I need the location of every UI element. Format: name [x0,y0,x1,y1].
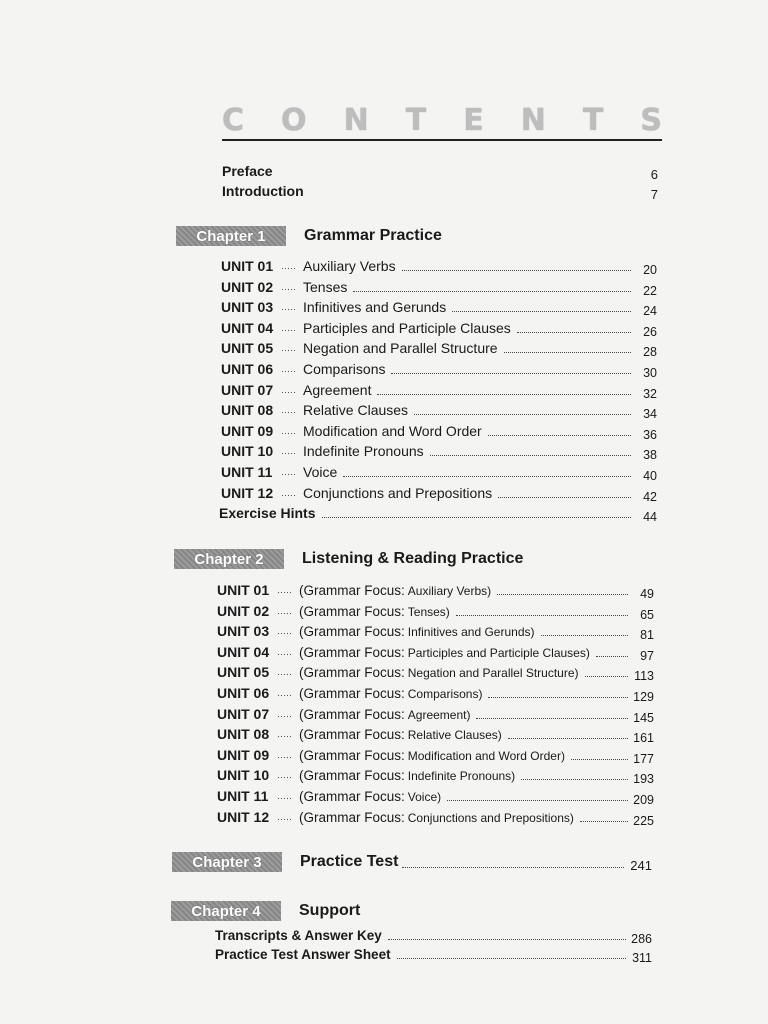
heading-letter: S [640,102,662,138]
dot-leader [447,792,628,801]
unit-number: UNIT 03 [217,623,270,640]
toc-entry[interactable] [217,664,654,685]
grammar-focus-prefix: (Grammar Focus: [299,768,405,784]
unit-topic: Relative Clauses) [407,728,502,743]
dot-leader [402,262,631,271]
dot-leader [585,668,628,677]
dot-leader-short: ····· [281,283,296,294]
entry-label: Preface [222,163,273,179]
entry-label: Exercise Hints [219,505,316,522]
unit-page: 129 [633,689,654,704]
dot-leader-short: ····· [281,448,296,459]
entry-label: Transcripts & Answer Key [215,928,382,943]
unit-number: UNIT 06 [217,684,270,701]
unit-number: UNIT 02 [221,278,274,295]
dot-leader-short: ····· [277,731,292,742]
dot-leader [504,344,631,353]
chapter-title: Practice Test [300,853,399,870]
toc-entry[interactable] [221,382,657,403]
unit-number: UNIT 10 [217,767,270,784]
grammar-focus-prefix: (Grammar Focus: [299,706,405,722]
heading-letter: T [582,102,604,138]
unit-title: Relative Clauses [303,402,409,419]
dot-leader-short: ····· [281,263,296,273]
chapter-2-unit-list [217,582,654,829]
chapter-badge: Chapter 2 [174,549,284,569]
dot-leader-short: ····· [281,427,296,438]
heading-letter: E [463,102,484,138]
toc-entry[interactable] [217,788,654,809]
dot-leader-short: ····· [281,386,296,397]
unit-page: 40 [643,468,657,483]
chapter-1-unit-list [221,258,657,526]
dot-leader [476,710,628,719]
dot-leader-short: ····· [277,648,292,659]
dot-leader [541,627,629,636]
unit-page: 20 [643,263,657,277]
toc-entry[interactable] [217,809,654,830]
unit-topic: Indefinite Pronouns) [407,769,516,784]
unit-page: 42 [643,489,657,504]
unit-number: UNIT 10 [221,443,274,460]
unit-title: Negation and Parallel Structure [303,340,498,357]
unit-number: UNIT 05 [221,340,274,357]
toc-entry[interactable] [221,464,657,485]
toc-entry[interactable] [217,767,654,788]
dot-leader-short: ····· [277,710,292,721]
unit-page: 24 [643,304,657,319]
unit-page: 32 [643,386,657,401]
unit-topic: Negation and Parallel Structure) [407,666,579,681]
unit-page: 34 [643,407,657,422]
unit-page: 28 [643,345,657,360]
dot-leader-short: ····· [281,468,296,479]
unit-number: UNIT 01 [221,258,274,274]
grammar-focus-prefix: (Grammar Focus: [299,788,405,804]
entry-page: 6 [650,166,658,182]
entry-page: 44 [643,510,657,525]
unit-page: 22 [643,283,657,298]
unit-topic: Auxiliary Verbs) [407,584,492,598]
dot-leader [498,489,631,498]
chapter-title: Listening & Reading Practice [302,550,524,567]
grammar-focus-prefix: (Grammar Focus: [299,624,405,640]
toc-entry[interactable] [221,402,657,423]
toc-entry[interactable] [221,443,657,464]
heading-letter: N [343,102,369,138]
grammar-focus-prefix: (Grammar Focus: [299,665,405,681]
dot-leader-short: ····· [281,489,296,500]
unit-page: 161 [633,731,654,746]
chapter-4-list [215,928,652,966]
unit-page: 193 [633,772,654,787]
dot-leader-short: ····· [277,669,292,680]
unit-page: 26 [643,324,657,339]
toc-entry[interactable] [221,423,657,444]
unit-title: Modification and Word Order [303,422,482,439]
chapter-page: 241 [630,857,652,873]
unit-number: UNIT 05 [217,664,270,681]
dot-leader [517,324,631,333]
grammar-focus-prefix: (Grammar Focus: [299,603,405,619]
unit-title: Infinitives and Gerunds [303,299,447,316]
unit-number: UNIT 04 [217,643,270,660]
unit-page: 65 [640,607,654,622]
toc-entry[interactable] [221,485,657,506]
unit-number: UNIT 09 [217,746,270,763]
dot-leader [397,950,626,959]
toc-entry[interactable] [217,644,654,665]
dot-leader [452,303,631,312]
toc-entry[interactable] [217,685,654,706]
unit-page: 49 [640,587,654,601]
chapter-badge: Chapter 1 [176,226,286,246]
unit-page: 225 [633,813,654,828]
dot-leader-short: ····· [277,792,292,803]
dot-leader-short: ····· [277,751,292,762]
entry-page: 7 [650,186,658,202]
toc-entry[interactable] [221,340,657,361]
unit-number: UNIT 03 [221,299,274,316]
unit-topic: Infinitives and Gerunds) [407,625,535,640]
dot-leader [497,586,628,595]
dot-leader [377,386,631,395]
dot-leader [391,365,631,374]
unit-page: 113 [634,669,654,684]
toc-entry[interactable] [217,582,654,603]
grammar-focus-prefix: (Grammar Focus: [299,644,405,660]
unit-title: Participles and Participle Clauses [303,319,511,336]
unit-title: Voice [303,463,338,480]
entry-page: 286 [631,932,652,946]
unit-page: 36 [643,427,657,442]
chapter-3-heading[interactable] [172,851,652,873]
unit-topic: Tenses) [407,604,450,619]
unit-topic: Participles and Participle Clauses) [407,645,590,660]
unit-number: UNIT 02 [217,602,270,619]
unit-topic: Modification and Word Order) [407,748,565,763]
toc-entry-exercise-hints[interactable] [219,505,657,526]
dot-leader [596,648,628,657]
grammar-focus-prefix: (Grammar Focus: [299,747,405,763]
entry-page: 311 [632,951,652,965]
unit-number: UNIT 09 [221,422,274,439]
unit-number: UNIT 12 [217,808,270,825]
dot-leader-short: ····· [277,607,292,618]
toc-entry[interactable] [221,299,657,320]
grammar-focus-prefix: (Grammar Focus: [299,809,405,825]
dot-leader [322,509,632,518]
dot-leader [430,447,631,456]
dot-leader [571,751,628,760]
dot-leader-short: ····· [281,304,296,315]
toc-entry[interactable] [221,258,657,279]
dot-leader-short: ····· [277,628,292,639]
dot-leader-short: ····· [281,345,296,356]
dot-leader [388,931,626,940]
heading-rule [222,139,662,141]
chapter-1-heading[interactable] [176,225,442,247]
chapter-badge: Chapter 4 [171,901,281,921]
unit-topic: Agreement) [407,707,471,722]
unit-title: Auxiliary Verbs [303,258,396,274]
unit-page: 145 [633,710,654,725]
dot-leader [353,283,631,292]
toc-entry[interactable] [217,726,654,747]
grammar-focus-prefix: (Grammar Focus: [299,583,405,598]
unit-page: 30 [643,365,657,380]
unit-title: Conjunctions and Prepositions [303,484,493,501]
dot-leader [508,730,628,739]
unit-title: Comparisons [303,360,386,377]
unit-number: UNIT 12 [221,484,274,501]
dot-leader-short: ····· [277,772,292,783]
chapter-title: Support [299,902,361,919]
grammar-focus-prefix: (Grammar Focus: [299,727,405,743]
unit-title: Indefinite Pronouns [303,443,424,460]
toc-entry[interactable] [217,747,654,768]
dot-leader [456,607,628,616]
chapter-4-heading[interactable] [171,900,360,922]
heading-letter: O [281,102,307,138]
dot-leader-short: ····· [281,324,296,335]
unit-number: UNIT 07 [217,705,270,722]
unit-number: UNIT 07 [221,381,274,398]
dot-leader-short: ····· [277,587,292,597]
chapter-2-heading[interactable] [174,548,523,570]
dot-leader [521,771,628,780]
toc-entry-transcripts[interactable] [215,928,652,947]
unit-topic: Voice) [407,789,442,804]
grammar-focus-prefix: (Grammar Focus: [299,685,405,701]
dot-leader-short: ····· [281,407,296,418]
dot-leader [343,468,631,477]
unit-topic: Conjunctions and Prepositions) [407,810,574,825]
heading-letter: N [520,102,546,138]
unit-number: UNIT 01 [217,582,270,598]
unit-number: UNIT 11 [217,787,269,804]
unit-topic: Comparisons) [407,686,483,701]
toc-entry[interactable] [217,603,654,624]
unit-number: UNIT 11 [221,463,273,480]
unit-page: 209 [633,792,654,807]
entry-label: Practice Test Answer Sheet [215,947,391,962]
dot-leader-short: ····· [281,365,296,376]
heading-letter: T [405,102,427,138]
dot-leader [402,857,624,868]
entry-label: Introduction [222,183,304,199]
unit-number: UNIT 06 [221,360,274,377]
unit-page: 38 [643,448,657,463]
dot-leader [580,813,628,822]
unit-page: 97 [640,648,654,663]
toc-entry-preface[interactable] [222,161,658,181]
dot-leader-short: ····· [277,813,292,824]
toc-entry[interactable] [217,706,654,727]
heading-letter: C [222,102,245,138]
toc-entry[interactable] [221,320,657,341]
dot-leader [488,689,628,698]
toc-entry-answer-sheet[interactable] [215,947,652,966]
unit-number: UNIT 04 [221,319,274,336]
unit-page: 81 [640,628,654,643]
unit-title: Tenses [303,278,348,295]
unit-number: UNIT 08 [217,726,270,743]
dot-leader [488,427,631,436]
toc-entry[interactable] [217,623,654,644]
chapter-title: Grammar Practice [304,227,442,244]
toc-entry[interactable] [221,279,657,300]
dot-leader [414,406,631,415]
unit-title: Agreement [303,381,372,398]
contents-heading [222,100,662,140]
dot-leader-short: ····· [277,689,292,700]
toc-entry[interactable] [221,361,657,382]
unit-page: 177 [633,751,654,766]
unit-number: UNIT 08 [221,402,274,419]
toc-entry-introduction[interactable] [222,181,658,201]
chapter-badge: Chapter 3 [172,852,282,872]
